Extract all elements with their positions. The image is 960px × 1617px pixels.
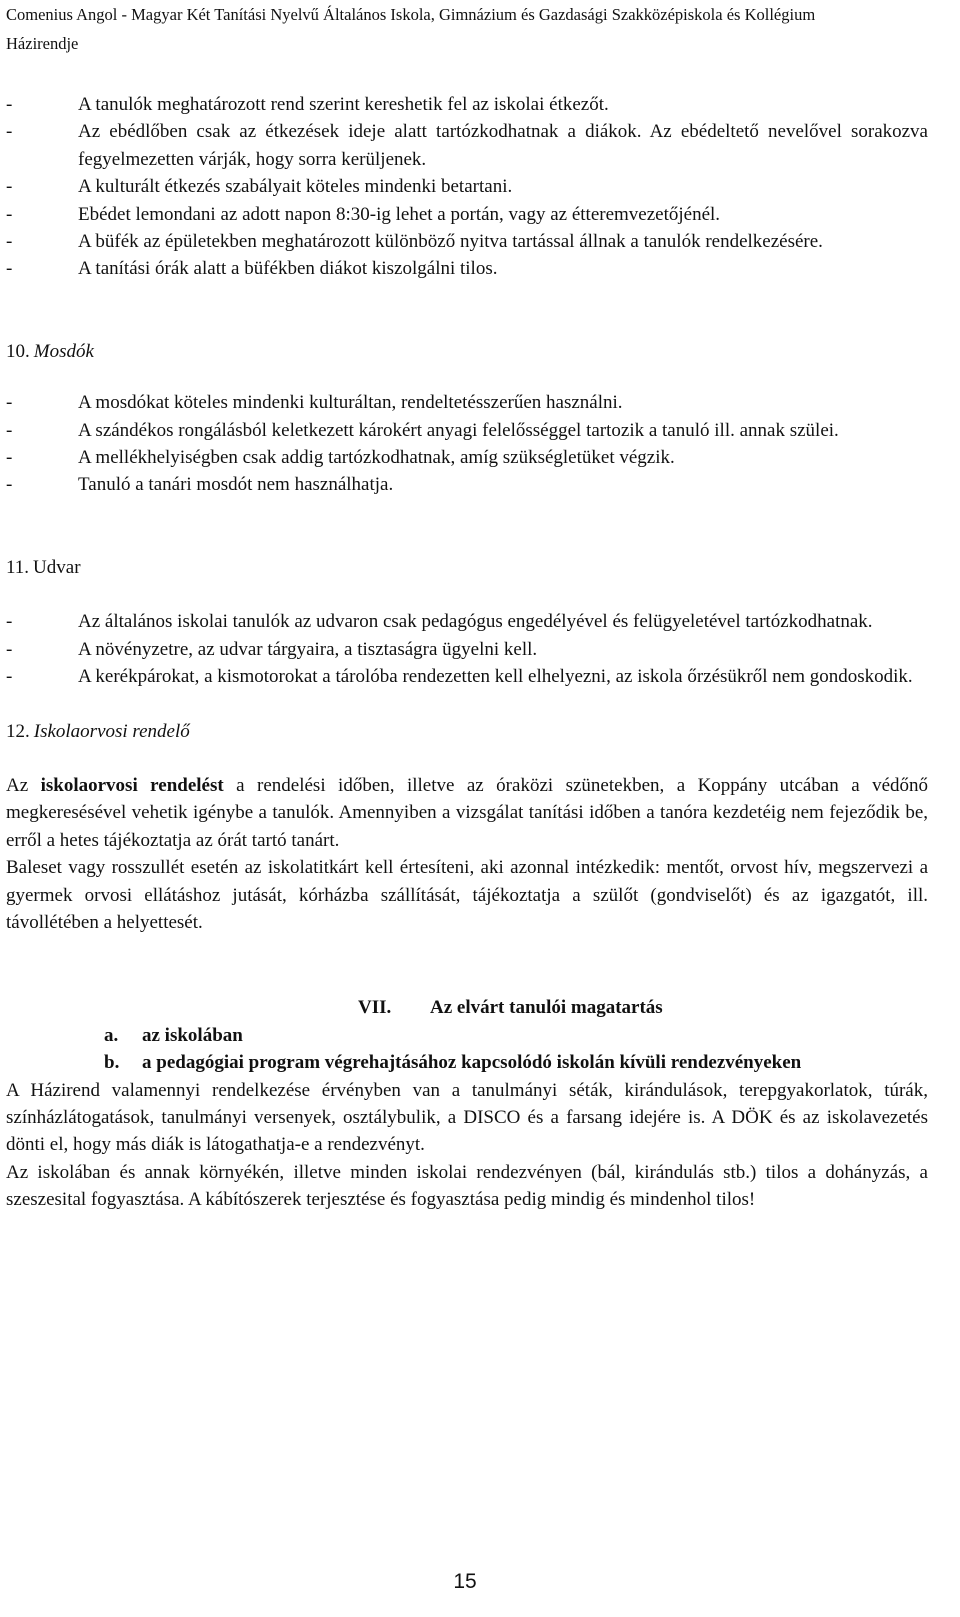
paragraph-text: a rendelési időben, illetve az óraközi szünetekben, a Koppány utcában a védőnő megkeresésével vehetik igénybe a tanulók. Amennyiben a vizsgálat tanítási időben a tanóra kezdetéig nem fejeződik be, erről a hetes tájékoztatja az órát tartó tanárt. bbox=[6, 774, 929, 851]
list-item: - Ebédet lemondani az adott napon 8:30-ig lehet a portán, vagy az étteremvezetőjénél. bbox=[6, 201, 928, 228]
subsection-letter: a. bbox=[104, 1024, 119, 1046]
section-number: 11. bbox=[6, 556, 30, 578]
list-item: - A tanulók meghatározott rend szerint kereshetik fel az iskolai étkezőt. bbox=[6, 91, 928, 118]
restroom-rules-list bbox=[6, 389, 928, 499]
chapter-number: VII. bbox=[358, 997, 392, 1019]
section-title: Mosdók bbox=[33, 340, 94, 362]
smoking-ban-paragraph: Az iskolában és annak környékén, illetve minden iskolai rendezvényen (bál, kirándulás stb.) tilos a dohányzás, a szeszesital fogyasztása. A kábítószerek terjesztése és fogyasztása pedig mindig és mindenhol tilos! bbox=[6, 1161, 928, 1211]
list-item: - A tanítási órák alatt a büfékben diákot kiszolgálni tilos. bbox=[6, 255, 928, 282]
header-document-name: Házirendje bbox=[6, 34, 79, 53]
chapter-7-heading bbox=[6, 994, 928, 1021]
list-item: - A szándékos rongálásból keletkezett károkért anyagi felelősséggel tartozik a tanuló ill. annak szülei. bbox=[6, 417, 928, 444]
list-item: - Az ebédlőben csak az étkezések ideje alatt tartózkodhatnak a diákok. Az ebédeltető nevelővel sorakozva fegyelmezetten várják, hogy sorra kerüljenek. bbox=[6, 118, 928, 173]
subsection-text: az iskolában bbox=[142, 1024, 243, 1046]
accident-paragraph: Baleset vagy rosszullét esetén az iskolatitkárt kell értesíteni, aki azonnal intézkedik: mentőt, orvost hív, megszervezi a gyermek orvosi ellátáshoz jutását, kórházba szállítását, tájékoztatja a szülőt (gondviselőt) és az igazgatót, ill. távollétében a helyettesét. bbox=[6, 857, 928, 933]
section-12-heading bbox=[6, 718, 928, 745]
yard-rules-list bbox=[6, 608, 928, 690]
list-item bbox=[6, 1049, 928, 1076]
chapter-7-subsections bbox=[6, 1022, 928, 1077]
subsection-text: a pedagógiai program végrehajtásához kapcsolódó iskolán kívüli rendezvényeken bbox=[142, 1052, 802, 1074]
dining-rules-list bbox=[6, 91, 928, 283]
list-item: - Tanuló a tanári mosdót nem használhatja. bbox=[6, 471, 928, 498]
list-item: - A mosdókat köteles mindenki kulturáltan, rendeltetésszerűen használni. bbox=[6, 389, 928, 416]
page-number: 15 bbox=[453, 1570, 477, 1593]
list-item: - A büfék az épületekben meghatározott különböző nyitva tartással állnak a tanulók rendelkezésére. bbox=[6, 228, 928, 255]
section-number: 10. bbox=[6, 340, 30, 362]
chapter-title: Az elvárt tanulói magatartás bbox=[430, 997, 663, 1019]
section-number: 12. bbox=[6, 720, 30, 742]
section-title: Udvar bbox=[33, 556, 81, 578]
section-11-heading bbox=[6, 554, 928, 581]
list-item: - A kerékpárokat, a kismotorokat a tárolóba rendezetten kell elhelyezni, az iskola őrzésükről nem gondoskodik. bbox=[6, 663, 928, 690]
paragraph-emphasis: iskolaorvosi rendelést bbox=[40, 774, 224, 796]
school-doctor-paragraph bbox=[6, 772, 928, 854]
page-header bbox=[6, 0, 956, 58]
header-school-name: Comenius Angol - Magyar Két Tanítási Nyelvű Általános Iskola, Gimnázium és Gazdasági Szakközépiskola és Kollégium bbox=[6, 5, 816, 24]
page-content bbox=[6, 91, 928, 1214]
section-10-heading bbox=[6, 338, 928, 365]
list-item: - A növényzetre, az udvar tárgyaira, a tisztaságra ügyelni kell. bbox=[6, 636, 928, 663]
section-title: Iskolaorvosi rendelő bbox=[33, 720, 190, 742]
list-item: - Az általános iskolai tanulók az udvaron csak pedagógus engedélyével és felügyeletével tartózkodhatnak. bbox=[6, 608, 928, 635]
house-rules-scope-paragraph: A Házirend valamennyi rendelkezése érvényben van a tanulmányi séták, kirándulások, terepgyakorlatok, túrák, színházlátogatások, tanulmányi versenyek, osztálybulik, a DISCO és a farsang idejére is. A DÖK és az iskolavezetés dönti el, hogy más diák is látogathatja-e a rendezvényt. bbox=[6, 1079, 928, 1156]
subsection-letter: b. bbox=[104, 1052, 120, 1074]
list-item: - A kulturált étkezés szabályait köteles mindenki betartani. bbox=[6, 173, 928, 200]
list-item: - A mellékhelyiségben csak addig tartózkodhatnak, amíg szükségletüket végzik. bbox=[6, 444, 928, 471]
list-item bbox=[6, 1022, 928, 1049]
paragraph-lead: Az bbox=[6, 774, 41, 796]
